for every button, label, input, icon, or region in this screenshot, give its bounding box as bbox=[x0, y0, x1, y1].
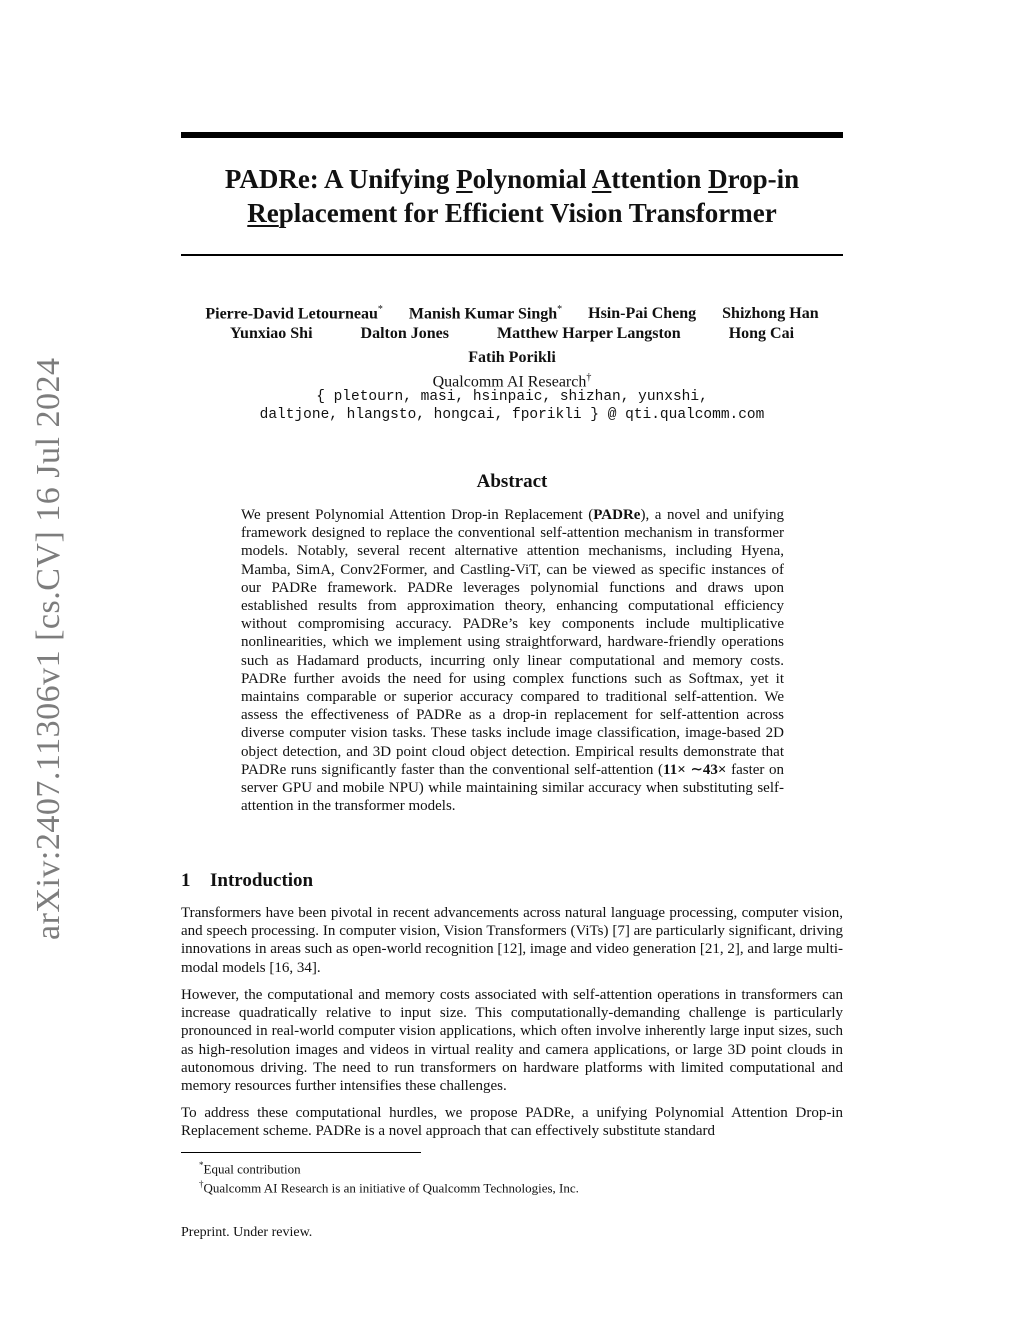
author: Dalton Jones bbox=[360, 325, 449, 342]
author-row-3 bbox=[181, 348, 843, 368]
author: Pierre-David Letourneau* bbox=[205, 304, 383, 323]
email-line-2: daltjone, hlangsto, hongcai, fporikli } @ qti.qualcomm.com bbox=[259, 407, 765, 423]
footnote-1: *Equal contribution bbox=[199, 1160, 301, 1177]
author: Shizhong Han bbox=[722, 305, 819, 323]
abstract-body: We present Polynomial Attention Drop-in Replacement (PADRe), a novel and unifying framework designed to replace the conventional self-attention mechanism in transformer models. Notably, several recent alternative attention mechanisms, including Hyena, Mamba, SimA, Conv2Former, and Castling-ViT, can be viewed as specific instances of our PADRe framework. PADRe leverages polynomial functions and draws upon established results from approximation theory, enhancing computational efficiency without compromising accuracy. PADRe’s key components include multiplicative nonlinearities, which we implement using straightforward, hardware-friendly operations such as Hadamard products, incurring only linear computational and memory costs. PADRe further avoids the need for using complex functions such as Softmax, yet it maintains comparable or superior accuracy compared to traditional self-attention. We assess the effectiveness of PADRe as a drop-in replacement for self-attention across diverse computer vision tasks. These tasks include image classification, image-based 2D object detection, and 3D point cloud object detection. Empirical results demonstrate that PADRe runs significantly faster than the conventional self-attention (11× ∼43× faster on server GPU and mobile NPU) while maintaining similar accuracy when substituting self-attention in the transformer models. bbox=[241, 507, 785, 815]
intro-paragraph-2: However, the computational and memory costs associated with self-attention operations in transformers can increase quadratically relative to input size. This computationally-demanding challenge is particularly pronounced in real-world computer vision applications, which often involve inherently large input sizes, such as high-resolution images and videos in virtual reality and camera applications, or large 3D point clouds in autonomous driving. The need to run transformers on hardware platforms with limited computational and memory resources further intensifies these challenges. bbox=[181, 987, 843, 1095]
section-heading: 1 Introduction bbox=[181, 870, 314, 891]
title-top-rule bbox=[181, 132, 843, 138]
author: Manish Kumar Singh* bbox=[408, 304, 563, 323]
author: Yunxiao Shi bbox=[229, 325, 313, 342]
arxiv-identifier: arXiv:2407.11306v1 [cs.CV] 16 Jul 2024 bbox=[30, 357, 67, 940]
author: Hong Cai bbox=[728, 325, 795, 342]
email-line-1: { pletourn, masi, hsinpaic, shizhan, yunxshi, bbox=[316, 389, 708, 405]
author: Hsin-Pai Cheng bbox=[588, 305, 697, 323]
author-row-2 bbox=[181, 324, 843, 344]
abstract-heading: Abstract bbox=[476, 471, 548, 492]
affiliation: Qualcomm AI Research† bbox=[432, 372, 592, 391]
footnote-2: †Qualcomm AI Research is an initiative of Qualcomm Technologies, Inc. bbox=[199, 1179, 579, 1196]
preprint-note: Preprint. Under review. bbox=[181, 1225, 313, 1240]
paper-title: PADRe: A Unifying Polynomial Attention Drop-in Replacement for Efficient Vision Transformer bbox=[224, 164, 800, 228]
author: Matthew Harper Langston bbox=[496, 325, 681, 342]
intro-paragraph-3: To address these computational hurdles, we propose PADRe, a unifying Polynomial Attention Drop-in Replacement scheme. PADRe is a novel approach that can effectively substitute standard bbox=[181, 1105, 843, 1140]
title-bottom-rule bbox=[181, 254, 843, 256]
intro-paragraph-1: Transformers have been pivotal in recent advancements across natural language processing, computer vision, and speech processing. In computer vision, Vision Transformers (ViTs) [7] are particularly significant, driving innovations in areas such as open-world recognition [12], image and video generation [21, 2], and large multi-modal models [16, 34]. bbox=[181, 905, 843, 976]
footnote-rule bbox=[181, 1152, 421, 1153]
author-row-1 bbox=[181, 300, 843, 324]
author: Fatih Porikli bbox=[468, 349, 556, 366]
